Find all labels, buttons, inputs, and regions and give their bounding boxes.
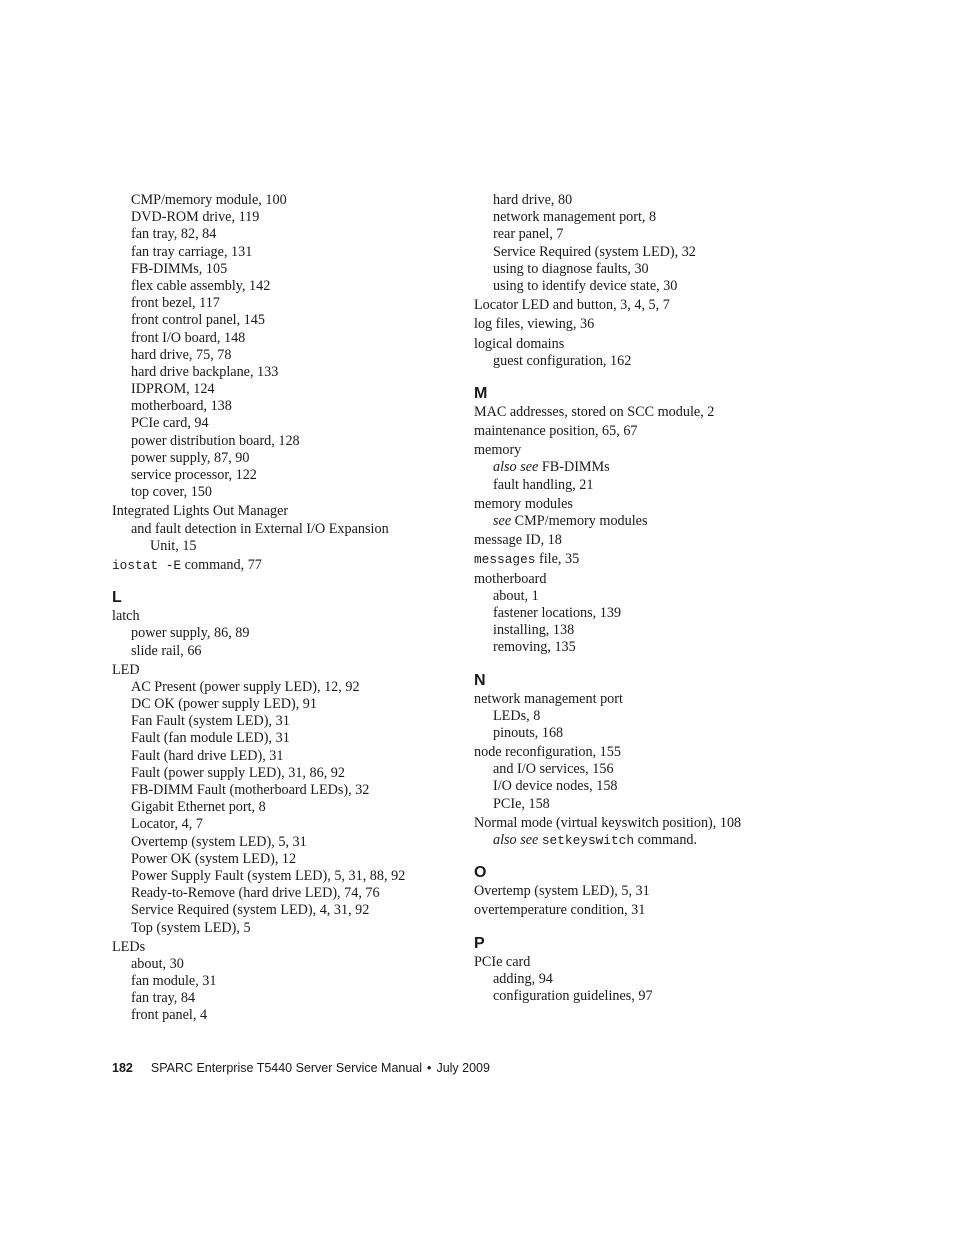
index-subentry: hard drive, 75, 78 xyxy=(131,346,232,363)
index-subentry: Service Required (system LED), 32 xyxy=(493,243,696,260)
index-subentry: Locator, 4, 7 xyxy=(131,816,203,833)
cross-reference-target: FB-DIMMs xyxy=(538,459,610,476)
index-subentry: about, 1 xyxy=(493,587,539,604)
index-subentry: fan tray, 82, 84 xyxy=(131,226,217,243)
index-subentry: Ready-to-Remove (hard drive LED), 74, 76 xyxy=(131,885,380,902)
index-entry-motherboard: motherboard xyxy=(474,570,547,587)
index-subentry: and I/O services, 156 xyxy=(493,761,614,778)
index-subentry: CMP/memory module, 100 xyxy=(131,192,287,208)
index-subentry: flex cable assembly, 142 xyxy=(131,277,271,294)
index-subentry: FB-DIMMs, 105 xyxy=(131,260,228,277)
index-subentry: network management port, 8 xyxy=(493,209,657,226)
index-subentry: front panel, 4 xyxy=(131,1007,208,1024)
index-subentry: hard drive backplane, 133 xyxy=(131,363,279,380)
section-letter-o: O xyxy=(474,864,487,882)
index-subentry: Top (system LED), 5 xyxy=(131,919,251,936)
index-subentry: Fault (power supply LED), 31, 86, 92 xyxy=(131,764,345,781)
index-subentry: power supply, 87, 90 xyxy=(131,449,250,466)
index-subentry: front bezel, 117 xyxy=(131,295,220,312)
pcie-card-subentries xyxy=(474,971,804,1005)
index-subentry: DVD-ROM drive, 119 xyxy=(131,209,260,226)
index-subentry: and fault detection in External I/O Expansion xyxy=(131,520,389,537)
index-subentry: removing, 135 xyxy=(493,639,576,656)
index-entry-memory: memory xyxy=(474,442,522,459)
index-subentry: about, 30 xyxy=(131,955,184,972)
index-subentry: motherboard, 138 xyxy=(131,398,232,415)
index-entry-mac: MAC addresses, stored on SCC module, 2 xyxy=(474,403,715,420)
index-subentry: installing, 138 xyxy=(493,622,575,639)
index-entry-message-id: message ID, 18 xyxy=(474,532,562,549)
latch-subentries xyxy=(112,625,452,659)
index-subentry: Fault (hard drive LED), 31 xyxy=(131,747,284,764)
index-subentry: DC OK (power supply LED), 91 xyxy=(131,696,317,713)
section-letter-n: N xyxy=(474,671,486,689)
index-entry-pcie-card: PCIe card xyxy=(474,953,531,970)
index-subentry: PCIe card, 94 xyxy=(131,415,209,432)
index-entry-network-management-port: network management port xyxy=(474,690,623,707)
section-letter-m: M xyxy=(474,384,488,402)
index-subentry: configuration guidelines, 97 xyxy=(493,987,653,1004)
index-entry-node-reconfiguration: node reconfiguration, 155 xyxy=(474,744,621,761)
leds-subentries-continued xyxy=(474,192,804,295)
index-subentries-continued xyxy=(112,192,452,501)
index-column-right xyxy=(474,192,804,1005)
entry-text: command. xyxy=(634,832,698,848)
index-subentry: fastener locations, 139 xyxy=(493,604,622,621)
bullet-separator: • xyxy=(427,1061,432,1075)
also-see-label: also see xyxy=(493,459,539,476)
index-subentry: guest configuration, 162 xyxy=(493,352,632,369)
cross-reference xyxy=(474,513,804,530)
index-subentry: pinouts, 168 xyxy=(493,724,564,741)
also-see-label: also see xyxy=(493,832,539,848)
index-entry-memory-modules: memory modules xyxy=(474,495,573,512)
see-label: see xyxy=(493,513,512,529)
index-subentry: FB-DIMM Fault (motherboard LEDs), 32 xyxy=(131,782,370,798)
index-subentry: Power Supply Fault (system LED), 5, 31, 88, 92 xyxy=(131,867,406,884)
index-subentry: PCIe, 158 xyxy=(493,795,550,812)
index-entry-logical-domains: logical domains xyxy=(474,335,565,352)
index-subentry: fan tray carriage, 131 xyxy=(131,243,253,260)
index-subentry: using to identify device state, 30 xyxy=(493,277,678,294)
code-term: iostat -E xyxy=(112,557,182,573)
index-subentry-wrap: Unit, 15 xyxy=(150,537,197,554)
page-number: 182 xyxy=(112,1061,133,1075)
index-subentry: slide rail, 66 xyxy=(131,642,202,659)
code-term: messages xyxy=(474,552,536,568)
index-entry-latch: latch xyxy=(112,608,140,625)
network-management-port-subentries xyxy=(474,708,804,742)
index-subentry: IDPROM, 124 xyxy=(131,381,215,398)
section-letter-p: P xyxy=(474,934,485,952)
index-subentry: service processor, 122 xyxy=(131,467,257,483)
index-entry-overtemperature: overtemperature condition, 31 xyxy=(474,902,646,919)
index-subentry: using to diagnose faults, 30 xyxy=(493,260,649,277)
index-subentry: AC Present (power supply LED), 12, 92 xyxy=(131,678,360,695)
index-entry-overtemp: Overtemp (system LED), 5, 31 xyxy=(474,883,650,900)
cross-reference xyxy=(474,459,804,476)
led-subentries xyxy=(112,679,452,937)
publication-date: July 2009 xyxy=(436,1061,490,1075)
index-subentry: adding, 94 xyxy=(493,970,553,987)
entry-text: file, 35 xyxy=(535,551,580,568)
index-subentry: Gigabit Ethernet port, 8 xyxy=(131,799,266,816)
page-footer xyxy=(112,1061,490,1075)
index-subentry: I/O device nodes, 158 xyxy=(493,778,618,795)
index-subentry: fan tray, 84 xyxy=(131,990,196,1007)
index-entry-normal-mode: Normal mode (virtual keyswitch position), 108 xyxy=(474,814,742,831)
code-term: setkeyswitch xyxy=(541,833,635,848)
cross-reference-target: CMP/memory modules xyxy=(511,513,648,529)
index-subentry: power supply, 86, 89 xyxy=(131,625,250,642)
index-subentry: fault handling, 21 xyxy=(493,476,594,493)
index-subentry: top cover, 150 xyxy=(131,484,212,501)
index-subentry: Power OK (system LED), 12 xyxy=(131,850,297,867)
index-entry-led: LED xyxy=(112,661,140,678)
leds-subentries xyxy=(112,956,452,1025)
index-subentry: fan module, 31 xyxy=(131,973,217,990)
index-subentry: power distribution board, 128 xyxy=(131,432,300,449)
index-subentry: front I/O board, 148 xyxy=(131,329,246,346)
node-reconfiguration-subentries xyxy=(474,761,804,813)
motherboard-subentries xyxy=(474,588,804,657)
index-subentry: Fault (fan module LED), 31 xyxy=(131,730,290,747)
index-subentry: front control panel, 145 xyxy=(131,312,265,329)
index-subentry: Fan Fault (system LED), 31 xyxy=(131,713,290,730)
section-letter-l: L xyxy=(112,589,122,607)
entry-text: command, 77 xyxy=(181,556,262,573)
index-subentry: LEDs, 8 xyxy=(493,707,541,724)
index-subentry: Service Required (system LED), 4, 31, 92 xyxy=(131,902,370,919)
index-entry-messages xyxy=(474,551,804,568)
cross-reference xyxy=(474,832,804,849)
index-entry-log-files: log files, viewing, 36 xyxy=(474,316,595,333)
index-subentry: rear panel, 7 xyxy=(493,226,564,243)
index-entry-ilom: Integrated Lights Out Manager xyxy=(112,503,289,520)
index-subentry: Overtemp (system LED), 5, 31 xyxy=(131,833,307,850)
index-subentry: hard drive, 80 xyxy=(493,192,573,208)
index-column-left xyxy=(112,192,452,1025)
index-entry-iostat xyxy=(112,557,452,574)
manual-title: SPARC Enterprise T5440 Server Service Manual xyxy=(150,1061,423,1075)
index-entry-maintenance: maintenance position, 65, 67 xyxy=(474,423,638,440)
index-entry-locator: Locator LED and button, 3, 4, 5, 7 xyxy=(474,297,670,314)
index-entry-leds: LEDs xyxy=(112,938,146,955)
